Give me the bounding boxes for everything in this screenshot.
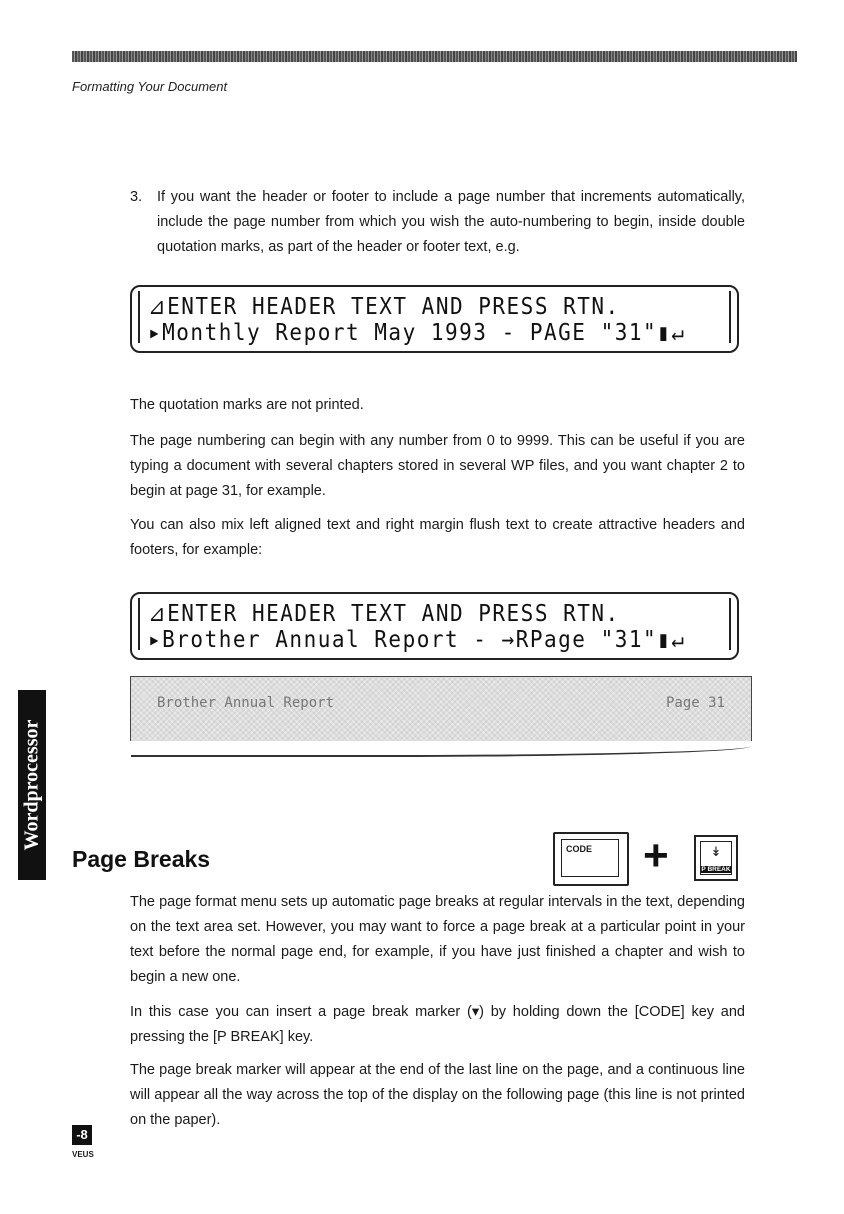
code-key-label: CODE bbox=[566, 844, 593, 854]
pbreak-key-icon bbox=[694, 835, 738, 881]
pbreak-key-face bbox=[700, 841, 732, 875]
lcd-line-1: ⊿ENTER HEADER TEXT AND PRESS RTN. bbox=[148, 293, 620, 320]
paragraph-insert-break: In this case you can insert a page break marker (▾) by holding down the [CODE] key and pressing the [P BREAK] key. bbox=[130, 1004, 745, 1045]
paragraph-marker: The page break marker will appear at the end of the last line on the page, and a continuous line will appear all the way across the top of the display on the following page (this line is not printed on the paper). bbox=[130, 1062, 745, 1128]
pbreak-key-label: P BREAK bbox=[701, 866, 731, 873]
code-key-icon bbox=[553, 832, 629, 886]
preview-right-text: Page 31 bbox=[665, 695, 725, 711]
print-preview bbox=[130, 676, 752, 741]
step-text: If you want the header or footer to include a page number that increments automatically, include the page number from which you wish the auto-numbering to begin, inside double quotation marks, as part of the header or footer text, e.g. bbox=[157, 189, 745, 255]
lcd-line-2: ▸Brother Annual Report - →RPage "31"▮↵ bbox=[148, 626, 686, 653]
lcd-line-2: ▸Monthly Report May 1993 - PAGE "31"▮↵ bbox=[148, 319, 686, 346]
paragraph-page-format: The page format menu sets up automatic page breaks at regular intervals in the text, depending on the text area set. However, you may want to force a page break at a particular point in your text before the normal page end, for example, if you have just finished a chapter and wish to begin a new one. bbox=[130, 894, 745, 985]
side-tab-label: Wordprocessor bbox=[20, 719, 43, 851]
lcd-display-1 bbox=[130, 285, 739, 357]
section-title: Formatting Your Document bbox=[72, 79, 228, 94]
step-3 bbox=[130, 185, 745, 260]
paragraph-mix: You can also mix left aligned text and right margin flush text to create attractive headers and footers, for example: bbox=[130, 517, 745, 558]
step-number: 3. bbox=[130, 189, 143, 205]
lcd-line-1: ⊿ENTER HEADER TEXT AND PRESS RTN. bbox=[148, 600, 620, 627]
lcd-display-2 bbox=[130, 592, 739, 664]
chapter-side-tab bbox=[18, 690, 46, 880]
code-key-face bbox=[561, 839, 619, 877]
brand-label: VEUS bbox=[72, 1150, 94, 1159]
paper-curl bbox=[131, 739, 751, 757]
plus-icon: + bbox=[643, 831, 669, 880]
header-bar bbox=[72, 51, 797, 62]
page-number: -8 bbox=[72, 1125, 92, 1145]
preview-left-text: Brother Annual Report bbox=[157, 695, 335, 711]
paragraph-quotation: The quotation marks are not printed. bbox=[130, 397, 364, 413]
paragraph-numbering: The page numbering can begin with any number from 0 to 9999. This can be useful if you are typing a document with several chapters stored in several WP files, and you want chapter 2 to begin at page 31, for example. bbox=[130, 433, 745, 499]
page-breaks-heading: Page Breaks bbox=[72, 846, 211, 872]
pbreak-arrow-icon: ↡ bbox=[710, 844, 722, 859]
